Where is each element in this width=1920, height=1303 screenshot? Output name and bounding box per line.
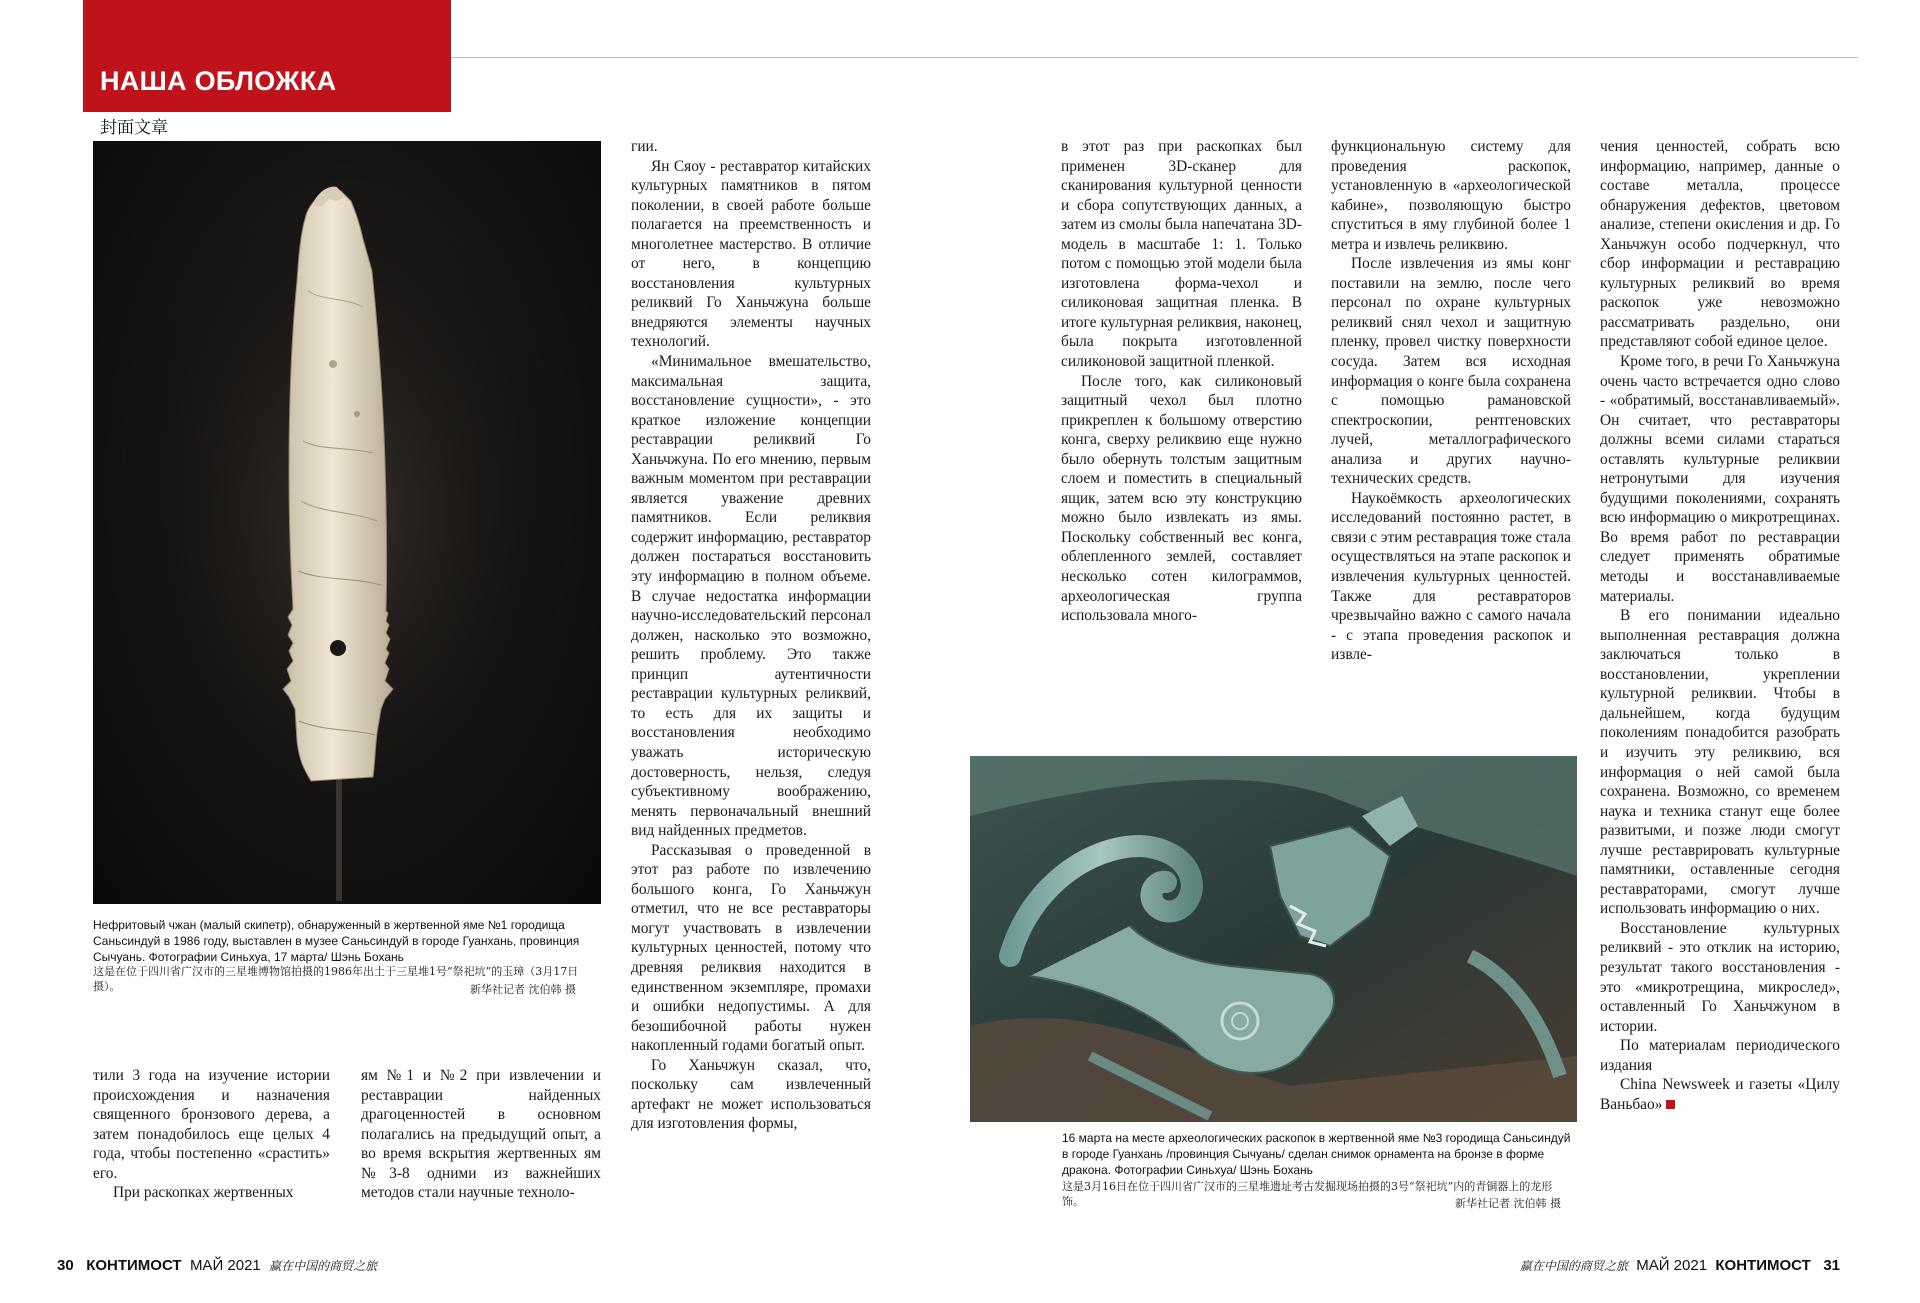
page-number-right: 31 [1823,1257,1840,1274]
paragraph: тили 3 года на изучение истории происхождения и назначения священного бронзового дерева, а затем понадобилось еще целых 4 года, чтобы постепенно «срастить» его. [93,1067,330,1182]
text-column-6 [1600,137,1840,1114]
paragraph: Го Ханьчжун сказал, что, поскольку сам извлеченный артефакт не может использоваться для изготовления формы, [631,1056,871,1133]
paragraph: чения ценностей, собрать всю информацию, например, данные о составе металла, процессе обнаружения дефектов, цветовом анализе, степени окисления и др. Го Ханьчжун особо подчеркнул, что сбор информации и реставрацию культурных реликвий во время раскопок уже невозможно рассматривать раздельно, они представляют собой единое целое. [1600,138,1840,351]
bronze-dragon-photo [970,756,1577,1122]
paragraph: При раскопках жертвенных [113,1184,294,1202]
footer-right [1520,1257,1840,1274]
text-column-4 [1061,137,1302,626]
text-column-2 [361,1066,601,1203]
paragraph: Восстановление культурных реликвий - это отклик на историю, результат такого восстановления - это «микротрещина, микрослед», оставленный Го Ханьчжуном в истории. [1600,919,1840,1035]
text-column-5 [1331,137,1571,665]
paragraph [1600,1075,1840,1114]
paragraph: «Минимальное вмешательство, максимальная защита, восстановление сущности», - это краткое изложение концепции реставрации реликвий Го Ханьчжуна. По его мнению, первым важным моментом при реставрации является уважение древних памятников. Если реликвия содержит информацию, реставратор должен постараться восстановить эту информацию в полном объеме. В случае недостатка информации научно-исследовательский персонал должен, насколько это возможно, решить проблему. Это также принцип аутентичности реставрации культурных реликвий, то есть для их защиты и восстановления необходимо уважать историческую достоверность, нельзя, следуя субъективному воображению, менять первоначальный внешний вид найденных предметов. [631,353,871,840]
paragraph: Кроме того, в речи Го Ханьчжуна очень часто встречается одно слово - «обратимый, восстанавливаемый». Он считает, что реставраторы должны всеми силами стараться оставлять культурные реликвии нетронутыми для изучения будущими поколениями, сохранять всю информацию о микротрещинах. Во время работ по реставрации следует применять обратимые методы и восстанавливаемые материалы. [1600,353,1840,605]
footer-left [57,1257,377,1274]
photo2-credit-zh: 新华社记者 沈伯韩 摄 [1455,1197,1561,1210]
paragraph: в этот раз при раскопках был применен 3D-сканер для сканирования культурной ценности и сбора сопутствующих данных, а затем из смолы была напечатана 3D-модель в масштабе 1: 1. Только потом с помощью этой модели была изготовлена форма-чехол и силиконовая защитная пленка. В итоге культурная реликвия, наконец, была покрыта изготовленной силиконовой защитной пленкой. [1061,138,1302,371]
source-line: China Newsweek и газеты «Цилу Ваньбао» [1600,1076,1840,1113]
issue-date-left: МАЙ 2021 [189,1257,261,1274]
photo1-caption-zh: 这是在位于四川省广汉市的三星堆博物馆拍摄的1986年出土于三星堆1号“祭祀坑”的玉璋（3月17日摄）。 [93,965,579,993]
photo1-caption: Нефритовый чжан (малый скипетр), обнаруженный в жертвенной яме №1 городища Саньсиндуй в 1986 году, выставлен в музее Саньсиндуй в городе Гуанхань, провинция Сычуань. Фотографии Синьхуа, 17 марта/ Шэнь Бохань [93,918,580,964]
paragraph: ям №1 и №2 при извлечении и реставрации найденных драгоценностей в основном полагались на предыдущий опыт, а во время вскрытия жертвенных ям №3-8 одними из важнейших методов стали научные техноло- [361,1067,601,1202]
paragraph: функциональную систему для проведения раскопок, установленную в «археологической кабине», позволяющую быстро спуститься в яму глубиной более 1 метра и извлечь реликвию. [1331,138,1571,253]
paragraph: В его понимании идеально выполненная реставрация должна заключаться только в восстановлении, укреплении культурной реликвии. Чтобы в дальнейшем, когда будущим поколениям понадобится разобрать и изучить эту реликвию, вся информация о ней самой была сохранена. Возможно, со временем наука и техника станут еще более развитыми, и позже люди смогут лучше реставрировать культурные памятники, оставленные сегодня реставраторами, смогут лучше использовать информацию о них. [1600,607,1840,918]
header-rule [451,57,1858,58]
paragraph: По материалам периодического издания [1600,1037,1840,1074]
tagline-zh-left: 赢在中国的商贸之旅 [269,1259,378,1273]
end-mark [1666,1100,1675,1109]
bronze-dragon-illustration [970,756,1577,1122]
paragraph: Наукоёмкость археологических исследований постоянно растет, в связи с этим реставрация тоже стала осуществляться на этапе раскопок и извлечения культурных ценностей. Также для реставраторов чрезвычайно важно с самого начала - с этапа проведения раскопок и извле- [1331,489,1571,664]
paragraph: Рассказывая о проведенной в этот раз работе по извлечению большого конга, Го Ханьчжун отметил, что не все реставраторы могут участвовать в извлечении культурных ценностей, потому что древняя реликвия находится в единственном экземпляре, промахи и ошибки недопустимы. А для безошибочной работы нужен накопленный годами богатый опыт. [631,841,871,1055]
jade-zhang-illustration [93,141,601,904]
tagline-zh-right: 赢在中国的商贸之旅 [1519,1259,1628,1273]
magazine-brand-right: КОНТИМОСТ [1715,1257,1811,1274]
text-column-3 [631,137,871,1134]
section-title: НАША ОБЛОЖКА [100,66,337,96]
text-column-1 [93,1066,330,1203]
paragraph: Ян Сяоу - реставратор китайских культурных памятников в пятом поколении, в своей работе больше полагается на преемственность и многолетнее мастерство. В отличие от него, в концепцию восстановления культурных реликвий Го Ханьчжуна больше внедряются элементы научных технологий. [631,157,871,351]
magazine-brand-left: КОНТИМОСТ [86,1257,182,1274]
section-subtitle-zh: 封面文章 [100,118,168,138]
page-number-left: 30 [57,1257,74,1274]
paragraph: После того, как силиконовый защитный чехол был плотно прикреплен к большому отверстию конга, сверху реликвию еще нужно было обернуть толстым защитным слоем и поместить в специальный ящик, затем всю эту конструкцию можно было извлекать из ямы. Поскольку собственный вес конга, облепленного землей, составляет несколько сотен килограммов, археологическая группа использовала много- [1061,372,1302,625]
issue-date-right: МАЙ 2021 [1636,1257,1708,1274]
photo2-caption-zh: 这是3月16日在位于四川省广汉市的三星堆遗址考古发掘现场拍摄的3号“祭祀坑”内的青铜器上的龙形饰。 [1062,1180,1553,1208]
paragraph: После извлечения из ямы конг поставили на землю, после чего персонал по охране культурных реликвий снял чехол и защитную пленку, провел чистку поверхности сосуда. Затем вся исходная информация о конге была сохранена с помощью рамановской спектроскопии, рентгеновских лучей, металлографического анализа и других научно-технических средств. [1331,255,1571,488]
jade-zhang-photo [93,141,601,904]
photo1-credit-zh: 新华社记者 沈伯韩 摄 [470,983,576,996]
paragraph: гии. [631,138,658,155]
photo2-caption: 16 марта на месте археологических раскопок в жертвенной яме №3 городища Саньсиндуй в городе Гуанхань /провинция Сычуань/ сделан снимок орнамента на бронзе в форме дракона. Фотографии Синьхуа/ Шэнь Бохань [1062,1131,1571,1177]
